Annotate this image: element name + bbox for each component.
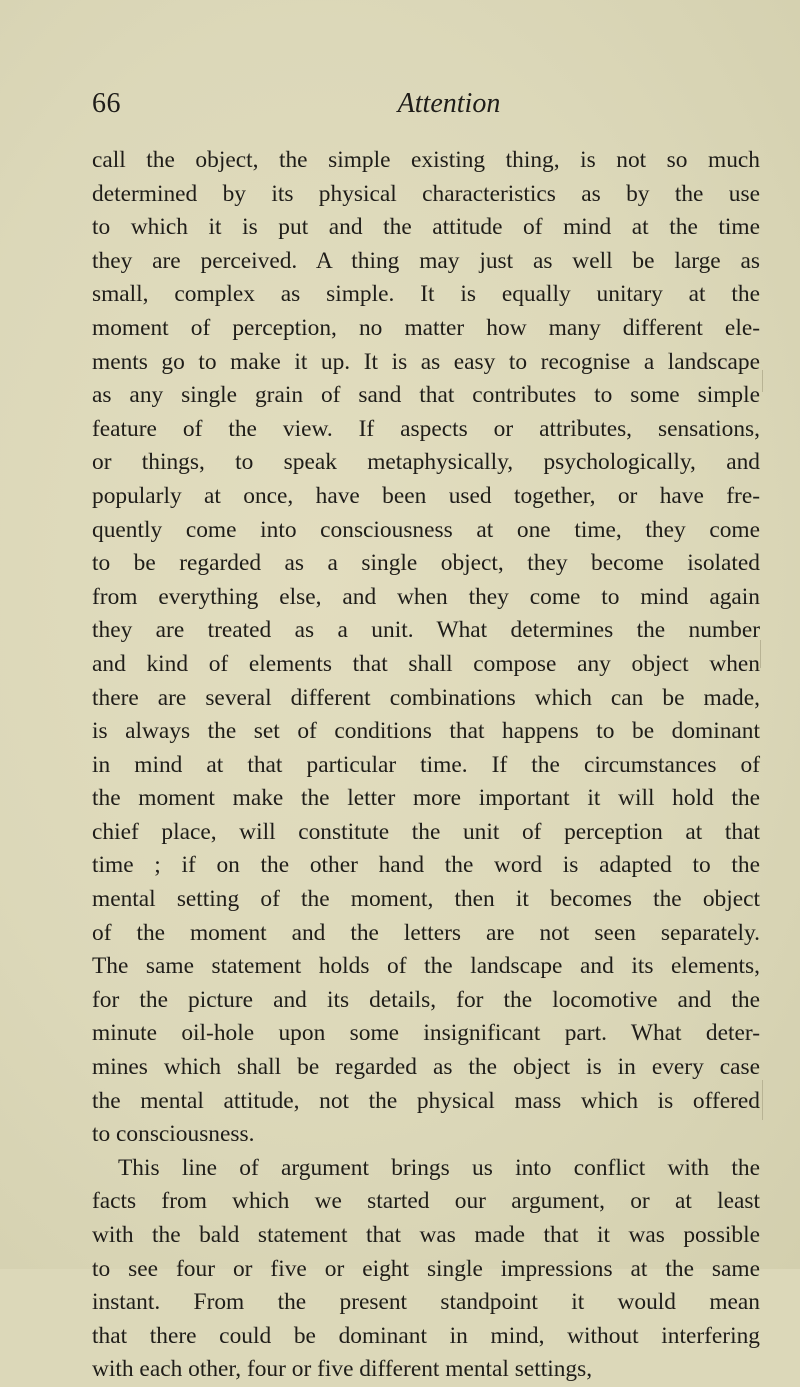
text-line: of the moment and the letters are not seen separately.	[92, 919, 760, 946]
text-line: feature of the view. If aspects or attributes, sensations,	[92, 415, 760, 442]
text-line: the moment make the letter more important it will hold the	[92, 785, 760, 812]
page-header	[92, 88, 760, 128]
text-line: and kind of elements that shall compose any object when	[92, 650, 760, 677]
text-line: as any single grain of sand that contributes to some simple	[92, 382, 760, 409]
text-line: to see four or five or eight single impressions at the same	[92, 1255, 760, 1282]
text-line: from everything else, and when they come to mind again	[92, 583, 760, 610]
text-line: quently come into consciousness at one time, they come	[92, 516, 760, 543]
running-title: Attention	[397, 88, 501, 119]
text-line: ments go to make it up. It is as easy to recognise a landscape	[92, 348, 760, 375]
text-line: chief place, will constitute the unit of perception at that	[92, 818, 760, 845]
text-line: the mental attitude, not the physical mass which is offered	[92, 1087, 760, 1114]
text-line: or things, to speak metaphysically, psychologically, and	[92, 449, 760, 476]
text-line: for the picture and its details, for the locomotive and the	[92, 986, 760, 1013]
text-line: The same statement holds of the landscape and its elements,	[92, 953, 760, 980]
text-line: to consciousness.	[92, 1121, 255, 1148]
text-line: call the object, the simple existing thing, is not so much	[92, 147, 760, 173]
paragraph	[92, 1152, 760, 1387]
paragraph	[92, 144, 760, 1152]
text-line: moment of perception, no matter how many different ele-	[92, 314, 760, 341]
text-line: to which it is put and the attitude of mind at the time	[92, 214, 760, 241]
text-line: is always the set of conditions that happens to be dominant	[92, 718, 760, 745]
text-line: popularly at once, have been used together, or have fre-	[92, 482, 760, 509]
text-line: with each other, four or five different mental settings,	[92, 1356, 593, 1383]
text-line: they are perceived. A thing may just as well be large as	[92, 247, 760, 274]
text-line: determined by its physical characteristics as by the use	[92, 180, 760, 207]
text-line: time ; if on the other hand the word is adapted to the	[92, 852, 760, 879]
margin-mark	[762, 370, 763, 392]
margin-mark	[762, 1080, 763, 1120]
text-line: facts from which we started our argument, or at least	[92, 1188, 760, 1215]
text-line: there are several different combinations which can be made,	[92, 684, 760, 711]
text-line: that there could be dominant in mind, without interfering	[92, 1322, 760, 1349]
text-line: in mind at that particular time. If the circumstances of	[92, 751, 760, 778]
text-line: mental setting of the moment, then it becomes the object	[92, 886, 760, 913]
text-line: they are treated as a unit. What determines the number	[92, 617, 760, 644]
text-line: This line of argument brings us into conflict with the	[118, 1154, 760, 1181]
body-text	[92, 144, 760, 1387]
text-line: small, complex as simple. It is equally unitary at the	[92, 281, 760, 308]
page-number: 66	[92, 88, 121, 119]
margin-mark	[760, 640, 761, 668]
text-line: mines which shall be regarded as the object is in every case	[92, 1054, 760, 1081]
text-line: minute oil-hole upon some insignificant part. What deter-	[92, 1020, 760, 1047]
text-line: to be regarded as a single object, they become isolated	[92, 550, 760, 577]
text-line: instant. From the present standpoint it would mean	[92, 1289, 760, 1316]
text-line: with the bald statement that was made that it was possible	[92, 1222, 760, 1248]
